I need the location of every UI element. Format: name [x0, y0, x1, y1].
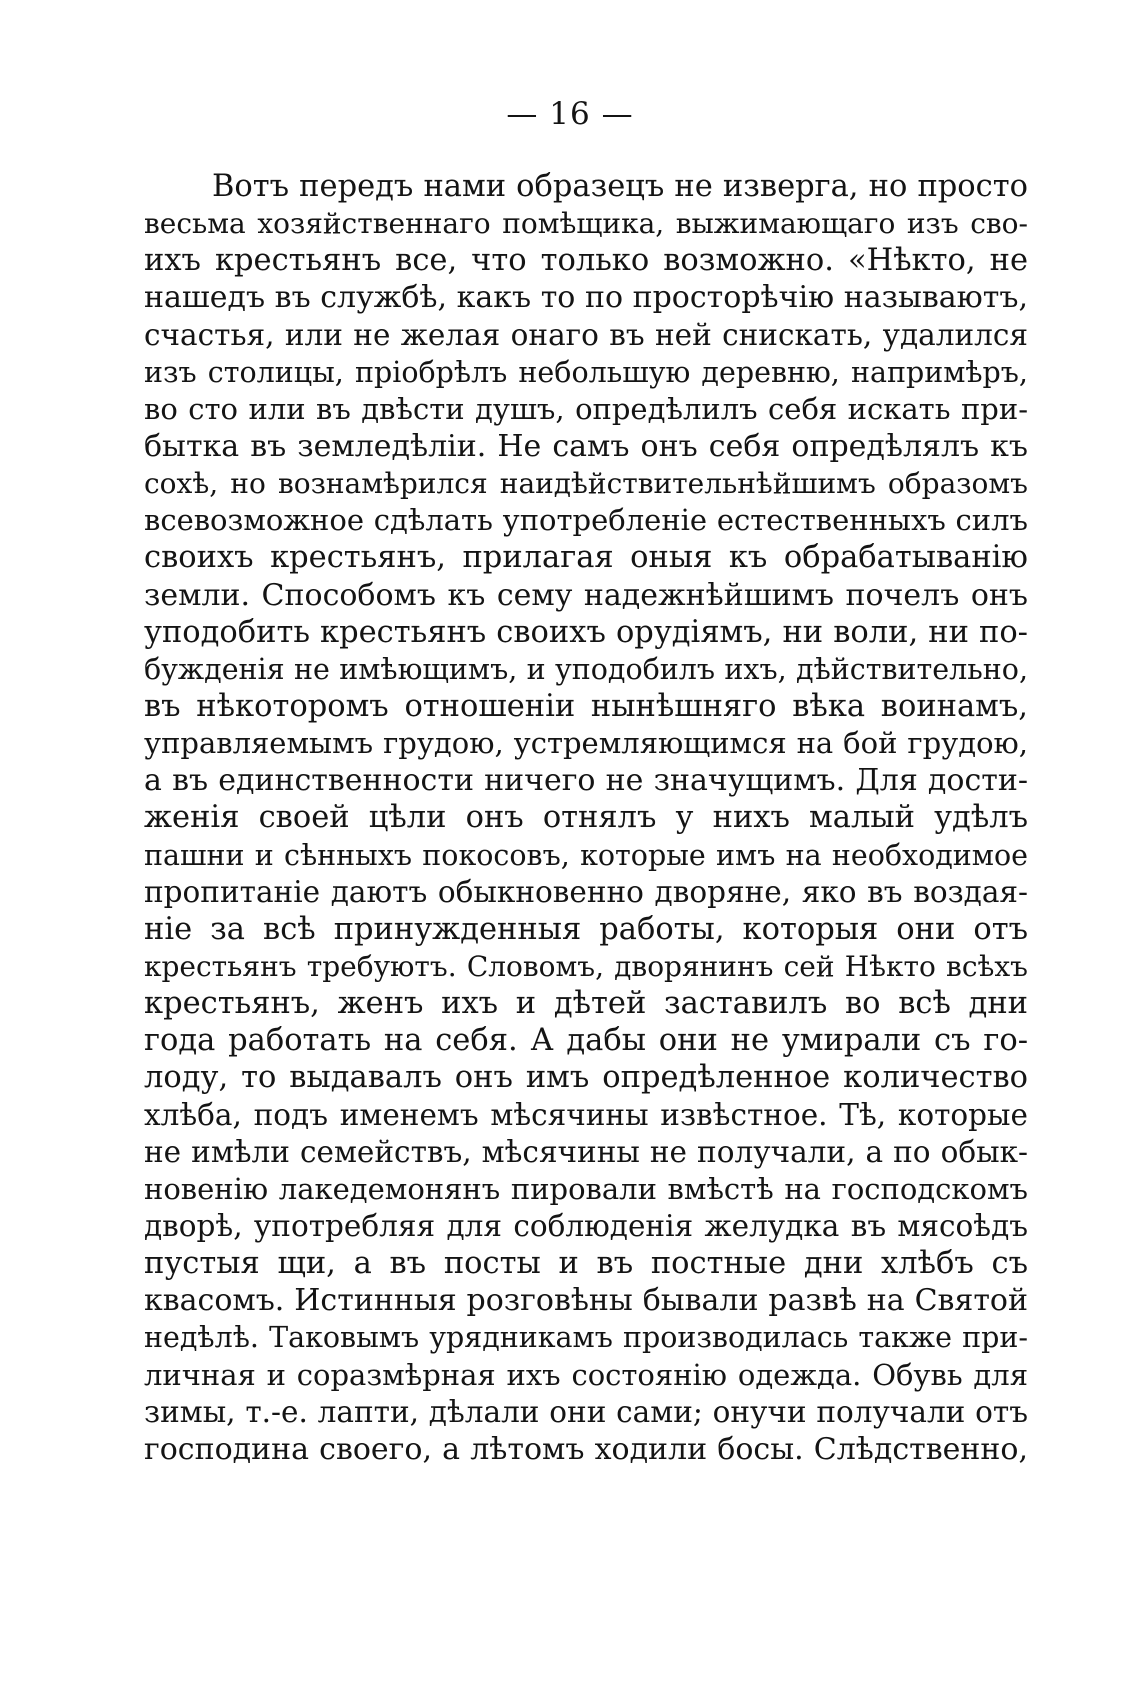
text-line: весьма хозяйственнаго помѣщика, выжимающаго изъ сво-: [144, 207, 1028, 241]
text-line: пустыя щи, а въ посты и въ постные дни хлѣбъ съ: [144, 1246, 1028, 1282]
text-line: уподобить крестьянъ своихъ орудіямъ, ни воли, ни по-: [144, 614, 1028, 650]
text-line: не имѣли семействъ, мѣсячины не получали, а по обык-: [144, 1134, 1028, 1169]
text-line: во сто или въ двѣсти душъ, опредѣлилъ себя искать при-: [144, 391, 1028, 426]
text-line: крестьянъ, женъ ихъ и дѣтей заставилъ во всѣ дни: [144, 986, 1028, 1022]
text-line: ихъ крестьянъ все, что только возможно. «Нѣкто, не: [144, 243, 1028, 279]
text-line: квасомъ. Истинныя розговѣны бывали развѣ на Святой: [144, 1283, 1028, 1319]
text-line: дворѣ, употребляя для соблюденія желудка въ мясоѣдъ: [144, 1208, 1028, 1243]
text-line: зимы, т.-е. лапти, дѣлали они сами; онучи получали отъ: [144, 1394, 1028, 1429]
text-line: земли. Способомъ къ сему надежнѣйшимъ почелъ онъ: [144, 577, 1028, 613]
text-line: сохѣ, но вознамѣрился наидѣйствительнѣйшимъ образомъ: [144, 467, 1028, 501]
text-line: управляемымъ грудою, устремляющимся на бой грудою,: [144, 726, 1028, 761]
page-number: — 16 —: [506, 96, 634, 132]
text-line: новенію лакедемонянъ пировали вмѣстѣ на господскомъ: [144, 1171, 1028, 1206]
text-line: своихъ крестьянъ, прилагая оныя къ обрабатыванію: [144, 540, 1028, 576]
text-line: всевозможное сдѣлать употребленіе естественныхъ силъ: [144, 503, 1028, 538]
text-line: пашни и сѣнныхъ покосовъ, которые имъ на необходимое: [144, 838, 1028, 872]
text-line: недѣлѣ. Таковымъ урядникамъ производилась также при-: [144, 1321, 1028, 1355]
text-line: въ нѣкоторомъ отношеніи нынѣшняго вѣка воинамъ,: [144, 688, 1028, 724]
text-line: изъ столицы, пріобрѣлъ небольшую деревню, напримѣръ,: [144, 355, 1028, 389]
text-line: женія своей цѣли онъ отнялъ у нихъ малый удѣлъ: [144, 800, 1028, 836]
text-line: Вотъ передъ нами образецъ не изверга, но просто: [212, 169, 1028, 204]
text-line: господина своего, а лѣтомъ ходили босы. Слѣдственно,: [144, 1431, 1028, 1467]
text-line: а въ единственности ничего не значущимъ. Для дости-: [144, 763, 1028, 799]
text-line: личная и соразмѣрная ихъ состоянію одежда. Обувь для: [144, 1357, 1028, 1392]
text-line: ніе за всѣ принужденныя работы, которыя они отъ: [144, 911, 1028, 947]
text-line: года работать на себя. А дабы они не умирали съ го-: [144, 1023, 1028, 1059]
text-line: крестьянъ требуютъ. Словомъ, дворянинъ сей Нѣкто всѣхъ: [144, 949, 1028, 983]
text-line: нашедъ въ службѣ, какъ то по просторѣчію называютъ,: [144, 280, 1028, 316]
text-line: бытка въ земледѣліи. Не самъ онъ себя опредѣлялъ къ: [144, 428, 1028, 464]
text-line: лоду, то выдавалъ онъ имъ опредѣленное количество: [144, 1060, 1028, 1096]
text-line: счастья, или не желая онаго въ ней снискать, удалился: [144, 317, 1028, 352]
text-line: пропитаніе даютъ обыкновенно дворяне, яко въ воздая-: [144, 874, 1028, 909]
body-text: [144, 168, 1028, 1468]
text-line: бужденія не имѣющимъ, и уподобилъ ихъ, дѣйствительно,: [144, 652, 1028, 686]
text-line: хлѣба, подъ именемъ мѣсячины извѣстное. Тѣ, которые: [144, 1097, 1028, 1132]
